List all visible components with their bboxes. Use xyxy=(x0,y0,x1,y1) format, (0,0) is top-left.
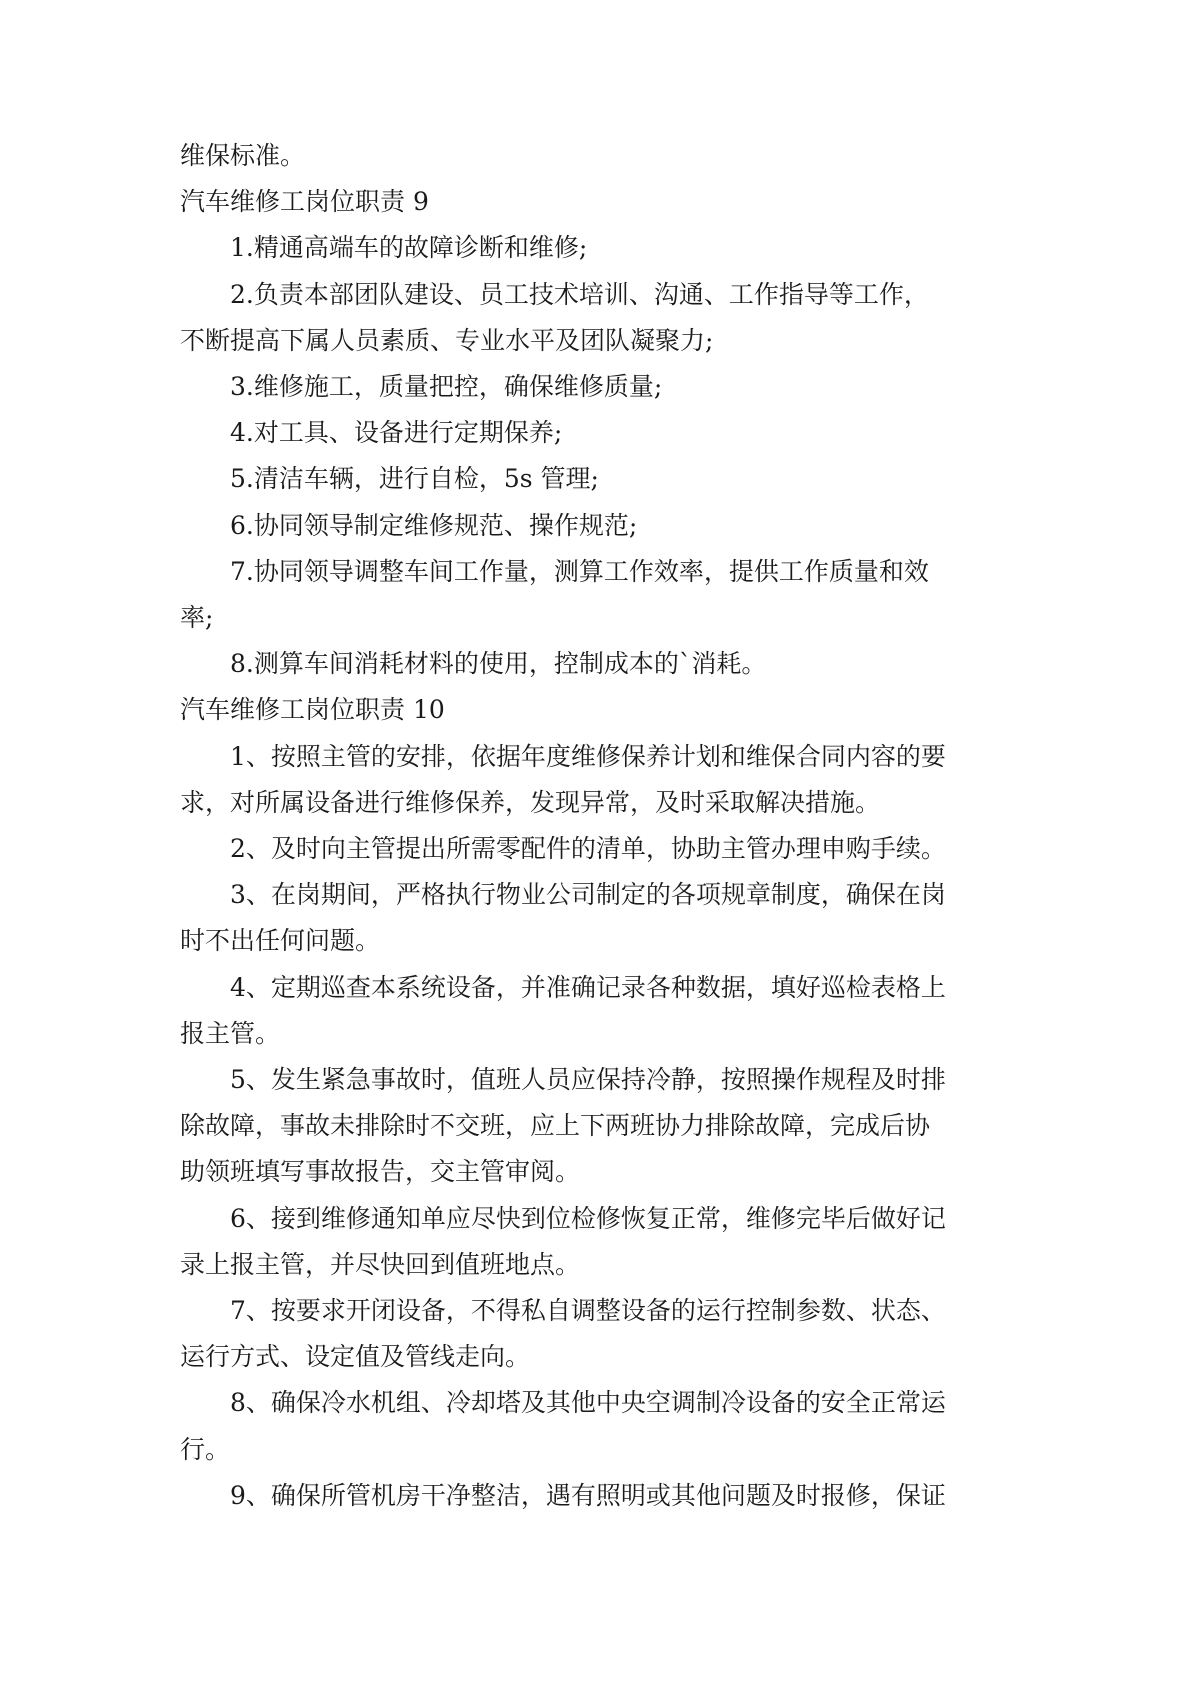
text-line: 行。 xyxy=(180,1434,231,1464)
section-heading: 汽车维修工岗位职责 9 xyxy=(180,187,429,217)
text-line: 录上报主管，并尽快回到值班地点。 xyxy=(180,1249,581,1279)
list-item: 2.负责本部团队建设、员工技术培训、沟通、工作指导等工作， xyxy=(230,279,929,309)
text-line: 时不出任何问题。 xyxy=(180,926,381,956)
document-body xyxy=(180,133,1018,1519)
list-item: 3.维修施工，质量把控，确保维修质量; xyxy=(230,372,663,402)
list-item: 1.精通高端车的故障诊断和维修; xyxy=(230,233,588,263)
list-item: 5.清洁车辆，进行自检，5s 管理; xyxy=(230,464,599,494)
list-item: 6.协同领导制定维修规范、操作规范; xyxy=(230,510,638,540)
list-item: 7.协同领导调整车间工作量，测算工作效率，提供工作质量和效 xyxy=(230,556,929,586)
list-item: 6、接到维修通知单应尽快到位检修恢复正常，维修完毕后做好记 xyxy=(230,1203,946,1233)
list-item: 3、在岗期间，严格执行物业公司制定的各项规章制度，确保在岗 xyxy=(230,880,946,910)
text-line: 运行方式、设定值及管线走向。 xyxy=(180,1342,531,1372)
text-line: 求，对所属设备进行维修保养，发现异常，及时采取解决措施。 xyxy=(180,787,881,817)
text-line: 率; xyxy=(180,603,214,633)
list-item: 4、定期巡查本系统设备，并准确记录各种数据，填好巡检表格上 xyxy=(230,972,946,1002)
list-item: 8、确保冷水机组、冷却塔及其他中央空调制冷设备的安全正常运 xyxy=(230,1388,946,1418)
text-line: 助领班填写事故报告，交主管审阅。 xyxy=(180,1157,581,1187)
list-item: 2、及时向主管提出所需零配件的清单，协助主管办理申购手续。 xyxy=(230,834,946,864)
list-item: 5、发生紧急事故时，值班人员应保持冷静，按照操作规程及时排 xyxy=(230,1065,946,1095)
text-line: 维保标准。 xyxy=(180,141,306,170)
list-item: 1、按照主管的安排，依据年度维修保养计划和维保合同内容的要 xyxy=(230,741,946,771)
text-line: 除故障，事故未排除时不交班，应上下两班协力排除故障，完成后协 xyxy=(180,1111,931,1141)
text-line: 报主管。 xyxy=(180,1018,281,1048)
list-item: 7、按要求开闭设备，不得私自调整设备的运行控制参数、状态、 xyxy=(230,1296,946,1326)
text-line: 不断提高下属人员素质、专业水平及团队凝聚力; xyxy=(180,325,714,355)
list-item: 8.测算车间消耗材料的使用，控制成本的`消耗。 xyxy=(230,649,767,679)
list-item: 9、确保所管机房干净整洁，遇有照明或其他问题及时报修，保证 xyxy=(230,1480,946,1510)
section-heading: 汽车维修工岗位职责 10 xyxy=(180,695,445,725)
list-item: 4.对工具、设备进行定期保养; xyxy=(230,418,563,448)
